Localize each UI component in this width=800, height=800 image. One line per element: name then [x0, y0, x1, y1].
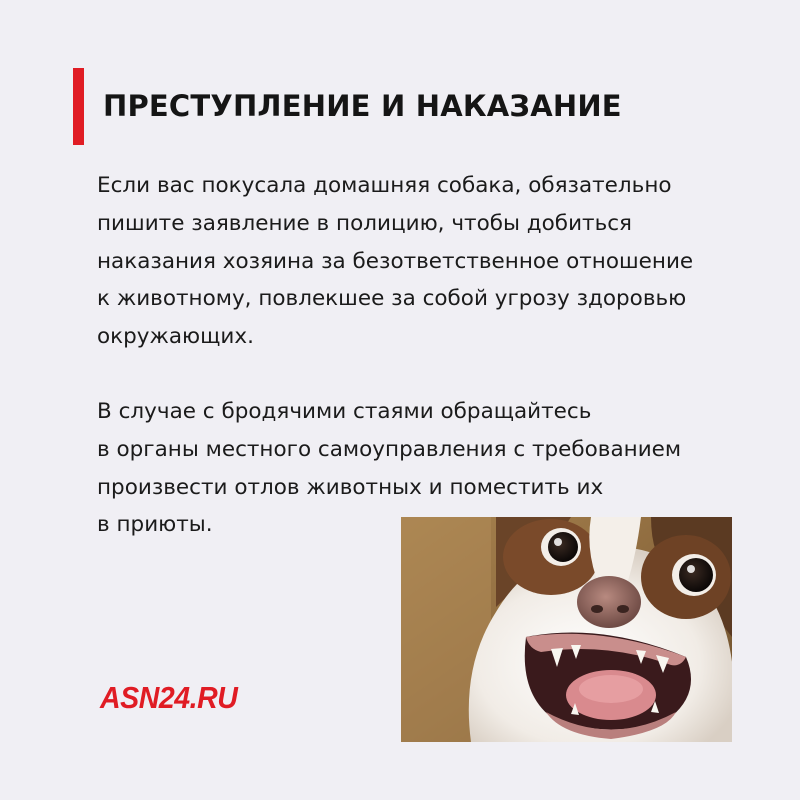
snarling-dog-photo [401, 517, 732, 742]
paragraph-line: окружающих. [97, 324, 254, 350]
paragraph-line: к животному, повлекшее за собой угрозу здоровью [97, 286, 687, 312]
title-accent-bar [73, 68, 84, 145]
paragraph-line: наказания хозяина за безответственное отношение [97, 248, 694, 274]
paragraph-line: в приюты. [97, 512, 213, 538]
brand-logo[interactable]: ASN24.RU [100, 680, 238, 715]
paragraph-line: произвести отлов животных и поместить их [97, 474, 604, 500]
paragraph-line: Если вас покусала домашняя собака, обязательно [97, 173, 672, 198]
page-title: ПРЕСТУПЛЕНИЕ И НАКАЗАНИЕ [103, 89, 622, 123]
paragraph-domestic-dog [97, 167, 757, 356]
article-body [97, 167, 757, 544]
paragraph-line: В случае с бродячими стаями обращайтесь [97, 398, 592, 424]
paragraph-line: в органы местного самоуправления с требованием [97, 436, 682, 462]
paragraph-line: пишите заявление в полицию, чтобы добиться [97, 210, 632, 236]
